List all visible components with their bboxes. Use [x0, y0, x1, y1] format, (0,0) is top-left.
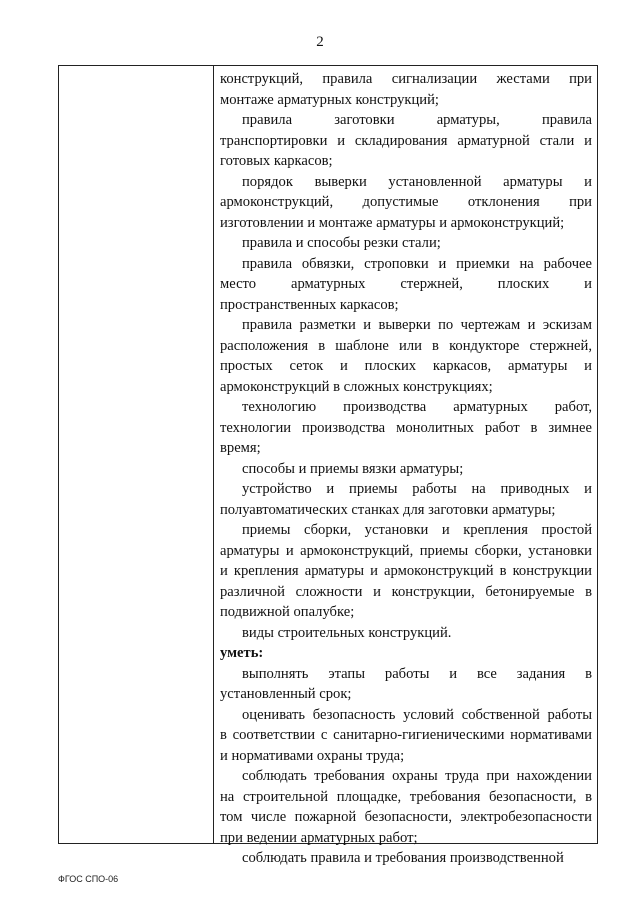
text-line: технологии производства монолитных работ в зимнее [220, 419, 592, 436]
list-item [220, 459, 592, 480]
content-table [58, 65, 598, 866]
text-line: простых сеток и плоских каркасов, арматуры и [220, 358, 592, 374]
text-line: и крепления арматуры и армоконструкций в конструкции [220, 563, 592, 579]
text-line: установленный срок; [220, 686, 352, 702]
text-line: том числе пожарной безопасности, электробезопасности [220, 809, 592, 825]
text-line: изготовлении и монтаже арматуры и армоконструкций; [220, 214, 565, 231]
text-line: подвижной опалубке; [220, 604, 355, 620]
text-line: правила разметки и выверки по чертежам и эскизам [242, 317, 592, 333]
text-line: соблюдать требования охраны труда при нахождении [242, 768, 592, 784]
text-line: расположения в шаблоне или в кондукторе стержней, [220, 337, 592, 354]
text-line: и нормативами охраны труда; [220, 747, 405, 764]
list-item [220, 397, 592, 459]
list-item [220, 110, 592, 172]
list-item [220, 520, 592, 623]
text-line: выполнять этапы работы и все задания в [242, 665, 592, 682]
text-line: на строительной площадке, требования безопасности, в [220, 788, 592, 805]
text-line: технологию производства арматурных работ, [242, 399, 592, 415]
text-line: пространственных каркасов; [220, 296, 399, 313]
text-line: различной сложности и конструкции, бетонируемые в [220, 583, 592, 600]
text-line: способы и приемы вязки арматуры; [242, 460, 464, 477]
text-line: оценивать безопасность условий собственной работы [242, 706, 592, 723]
list-item [220, 766, 592, 848]
text-line: полуавтоматических станках для заготовки арматуры; [220, 501, 556, 518]
list-item [220, 479, 592, 520]
text-line: готовых каркасов; [220, 153, 333, 169]
text-line: правила обвязки, строповки и приемки на рабочее [242, 255, 592, 272]
text-line: правила заготовки арматуры, правила [242, 112, 592, 128]
list-item [220, 848, 592, 869]
text-line: время; [220, 440, 261, 456]
text-line: армоконструкций в сложных конструкциях; [220, 378, 493, 395]
list-item [220, 69, 592, 110]
text-line: соблюдать правила и требования производственной [242, 850, 564, 866]
text-line: транспортировки и складирования арматурной стали и [220, 132, 592, 149]
page-number: 2 [316, 34, 324, 50]
list-item [220, 172, 592, 234]
section-heading [220, 643, 592, 664]
list-item [220, 705, 592, 767]
table-right-column [214, 66, 597, 866]
text-line: виды строительных конструкций. [242, 624, 452, 641]
text-line: порядок выверки установленной арматуры и [242, 173, 592, 190]
text-line: конструкций, правила сигнализации жестами при [220, 71, 592, 87]
list-item [220, 315, 592, 397]
text-line: монтаже арматурных конструкций; [220, 91, 439, 108]
table-left-column [59, 66, 214, 843]
footer-code: ФГОС СПО-06 [58, 874, 119, 884]
text-line: правила и способы резки стали; [242, 235, 441, 251]
text-line: устройство и приемы работы на приводных и [242, 481, 592, 497]
list-item [220, 664, 592, 705]
text-line: при ведении арматурных работ; [220, 829, 418, 846]
text-line: армоконструкций, допустимые отклонения при [220, 194, 592, 210]
text-line: место арматурных стержней, плоских и [220, 276, 592, 292]
list-item [220, 623, 592, 644]
list-item [220, 233, 592, 254]
text-line: уметь: [220, 645, 264, 661]
list-item [220, 254, 592, 316]
text-line: арматуры и армоконструкций, приемы сборки, установки [220, 542, 592, 559]
text-line: в соответствии с санитарно-гигиеническими нормативами [220, 727, 592, 743]
text-line: приемы сборки, установки и крепления простой [242, 522, 592, 538]
